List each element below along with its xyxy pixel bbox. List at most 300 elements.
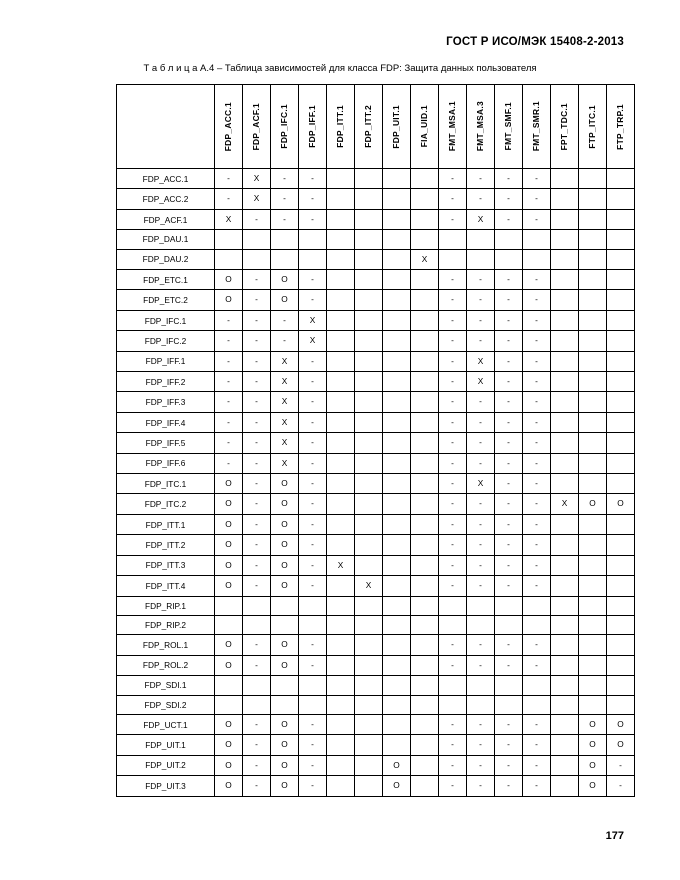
table-cell <box>607 290 635 310</box>
cell-value: - <box>311 173 314 183</box>
cell-value: O <box>617 739 624 750</box>
table-cell <box>607 392 635 412</box>
cell-value: - <box>227 355 230 366</box>
table-cell <box>355 249 383 269</box>
table-cell <box>383 169 411 189</box>
cell-value: O <box>589 759 596 770</box>
row-header-label: FDP_DAU.2 <box>117 249 215 269</box>
table-cell <box>411 494 439 514</box>
cell-value: - <box>255 539 258 550</box>
table-cell <box>411 514 439 534</box>
table-cell <box>551 230 579 249</box>
row-header-label: FDP_SDI.1 <box>117 676 215 695</box>
table-cell <box>411 655 439 675</box>
cell-value: O <box>281 539 288 550</box>
table-cell <box>439 514 467 534</box>
column-header-label: FDP_ACC.1 <box>223 101 234 152</box>
cell-value: - <box>255 437 258 448</box>
table-cell <box>215 209 243 229</box>
table-cell <box>327 494 355 514</box>
table-cell <box>243 596 271 615</box>
table-cell <box>243 169 271 189</box>
table-cell <box>551 576 579 596</box>
table-cell <box>271 655 299 675</box>
table-cell <box>411 270 439 290</box>
table-cell <box>215 735 243 755</box>
cell-value: X <box>477 213 484 224</box>
table-cell <box>271 635 299 655</box>
table-cell <box>355 514 383 534</box>
cell-value: O <box>225 780 232 791</box>
cell-value: - <box>255 396 258 407</box>
table-cell <box>495 494 523 514</box>
table-cell <box>551 453 579 473</box>
table-row <box>117 755 635 775</box>
table-cell <box>215 392 243 412</box>
cell-value: - <box>227 173 230 183</box>
table-cell <box>299 494 327 514</box>
table-cell <box>551 695 579 714</box>
table-cell <box>523 514 551 534</box>
table-cell <box>271 331 299 351</box>
cell-value: X <box>281 376 288 387</box>
table-cell <box>383 310 411 330</box>
table-cell <box>327 392 355 412</box>
table-cell <box>551 474 579 494</box>
table-cell <box>551 615 579 634</box>
table-cell <box>579 249 607 269</box>
table-cell <box>327 655 355 675</box>
cell-value: O <box>281 559 288 570</box>
cell-value: - <box>283 173 286 183</box>
table-cell <box>243 230 271 249</box>
cell-value: - <box>255 518 258 529</box>
table-cell <box>355 755 383 775</box>
table-cell <box>411 453 439 473</box>
column-header-label: FDP_UIT.1 <box>391 104 402 149</box>
cell-value: - <box>535 294 538 305</box>
row-header-label: FDP_IFF.4 <box>117 412 215 432</box>
table-cell <box>551 514 579 534</box>
table-cell <box>383 453 411 473</box>
table-cell <box>467 351 495 371</box>
table-cell <box>271 514 299 534</box>
table-cell <box>523 372 551 392</box>
table-cell <box>383 209 411 229</box>
table-cell <box>383 249 411 269</box>
table-cell <box>411 310 439 330</box>
cell-value: - <box>451 213 454 224</box>
table-cell <box>299 596 327 615</box>
table-cell <box>495 635 523 655</box>
cell-value: - <box>479 193 482 204</box>
table-row <box>117 189 635 209</box>
table-cell <box>411 576 439 596</box>
cell-value: O <box>225 659 232 670</box>
table-cell <box>439 209 467 229</box>
table-cell <box>355 615 383 634</box>
table-cell <box>439 776 467 796</box>
table-cell <box>327 331 355 351</box>
cell-value: - <box>451 193 454 204</box>
table-cell <box>439 735 467 755</box>
table-row <box>117 230 635 249</box>
table-cell <box>551 676 579 695</box>
cell-value: O <box>225 518 232 529</box>
column-header-label: FDP_ITT.1 <box>335 105 346 148</box>
table-cell <box>439 596 467 615</box>
table-cell <box>327 596 355 615</box>
cell-value: - <box>507 478 510 489</box>
cell-value: - <box>255 416 258 427</box>
table-cell <box>383 189 411 209</box>
table-cell <box>551 555 579 575</box>
cell-value: - <box>255 659 258 670</box>
table-cell <box>215 270 243 290</box>
table-cell <box>299 351 327 371</box>
table-corner-cell <box>117 85 215 169</box>
cell-value: - <box>507 639 510 650</box>
cell-value: O <box>393 759 400 770</box>
table-cell <box>327 535 355 555</box>
table-cell <box>439 695 467 714</box>
column-header-label: FMT_SMF.1 <box>503 102 514 151</box>
table-cell <box>439 310 467 330</box>
table-cell <box>299 230 327 249</box>
table-cell <box>495 372 523 392</box>
cell-value: - <box>311 193 314 204</box>
cell-value: - <box>507 416 510 427</box>
cell-value: - <box>227 376 230 387</box>
table-cell <box>579 372 607 392</box>
cell-value: - <box>227 193 230 204</box>
cell-value: - <box>479 739 482 750</box>
cell-value: - <box>479 294 482 305</box>
cell-value: O <box>281 639 288 650</box>
cell-value: - <box>451 173 454 183</box>
table-cell <box>551 755 579 775</box>
table-cell <box>215 695 243 714</box>
table-cell <box>271 555 299 575</box>
cell-value: O <box>589 739 596 750</box>
cell-value: - <box>255 335 258 346</box>
cell-value: - <box>451 457 454 468</box>
table-cell <box>607 169 635 189</box>
table-cell <box>299 331 327 351</box>
cell-value: - <box>255 213 258 224</box>
cell-value: O <box>589 780 596 791</box>
cell-value: - <box>451 759 454 770</box>
cell-value: - <box>255 718 258 729</box>
table-cell <box>271 494 299 514</box>
cell-value: X <box>281 437 288 448</box>
table-cell <box>551 310 579 330</box>
cell-value: - <box>507 193 510 204</box>
table-cell <box>299 635 327 655</box>
cell-value: - <box>507 437 510 448</box>
row-header-label: FDP_IFF.6 <box>117 453 215 473</box>
cell-value: - <box>479 539 482 550</box>
table-row <box>117 433 635 453</box>
table-cell <box>607 494 635 514</box>
table-cell <box>299 249 327 269</box>
cell-value: - <box>311 457 314 468</box>
table-cell <box>271 695 299 714</box>
cell-value: O <box>281 780 288 791</box>
cell-value: X <box>281 355 288 366</box>
table-cell <box>495 310 523 330</box>
cell-value: - <box>255 478 258 489</box>
table-cell <box>215 494 243 514</box>
row-header-label: FDP_UCT.1 <box>117 714 215 734</box>
table-cell <box>523 209 551 229</box>
table-cell <box>523 494 551 514</box>
table-cell <box>355 230 383 249</box>
table-cell <box>551 776 579 796</box>
table-cell <box>271 433 299 453</box>
table-cell <box>383 433 411 453</box>
table-cell <box>271 249 299 269</box>
table-cell <box>495 776 523 796</box>
table-cell <box>327 453 355 473</box>
cell-value: - <box>507 559 510 570</box>
table-cell <box>411 290 439 310</box>
table-cell <box>299 209 327 229</box>
table-cell <box>551 412 579 432</box>
cell-value: - <box>227 314 230 325</box>
table-cell <box>439 372 467 392</box>
column-header <box>607 85 635 169</box>
cell-value: O <box>225 759 232 770</box>
cell-value: - <box>451 376 454 387</box>
cell-value: O <box>281 518 288 529</box>
table-cell <box>383 372 411 392</box>
table-cell <box>439 249 467 269</box>
table-cell <box>467 494 495 514</box>
cell-value: - <box>451 314 454 325</box>
table-cell <box>495 453 523 473</box>
table-cell <box>327 676 355 695</box>
cell-value: - <box>479 580 482 591</box>
table-cell <box>215 372 243 392</box>
cell-value: - <box>311 376 314 387</box>
table-cell <box>271 776 299 796</box>
cell-value: O <box>225 498 232 509</box>
cell-value: O <box>589 718 596 729</box>
cell-value: - <box>451 559 454 570</box>
row-header-label: FDP_IFF.3 <box>117 392 215 412</box>
table-cell <box>523 474 551 494</box>
table-cell <box>243 392 271 412</box>
cell-value: X <box>309 335 316 346</box>
dependency-table <box>116 84 635 797</box>
table-cell <box>411 209 439 229</box>
table-cell <box>383 776 411 796</box>
cell-value: - <box>479 416 482 427</box>
column-header-label: FDP_ACF.1 <box>251 102 262 151</box>
table-cell <box>439 392 467 412</box>
table-cell <box>551 290 579 310</box>
table-cell <box>579 310 607 330</box>
cell-value: - <box>507 659 510 670</box>
table-cell <box>215 596 243 615</box>
table-cell <box>551 351 579 371</box>
cell-value: - <box>507 718 510 729</box>
cell-value: - <box>507 780 510 791</box>
cell-value: - <box>535 437 538 448</box>
cell-value: - <box>311 416 314 427</box>
table-cell <box>243 676 271 695</box>
table-cell <box>439 169 467 189</box>
cell-value: - <box>479 518 482 529</box>
table-cell <box>243 372 271 392</box>
table-cell <box>299 735 327 755</box>
table-cell <box>327 310 355 330</box>
table-cell <box>607 453 635 473</box>
table-cell <box>467 755 495 775</box>
table-cell <box>523 331 551 351</box>
cell-value: - <box>311 498 314 509</box>
cell-value: - <box>451 739 454 750</box>
table-cell <box>327 290 355 310</box>
table-cell <box>607 676 635 695</box>
table-cell <box>243 474 271 494</box>
column-header <box>327 85 355 169</box>
column-header <box>411 85 439 169</box>
cell-value: - <box>227 437 230 448</box>
table-cell <box>439 535 467 555</box>
table-cell <box>411 372 439 392</box>
table-cell <box>579 714 607 734</box>
cell-value: - <box>311 718 314 729</box>
cell-value: - <box>507 355 510 366</box>
table-cell <box>243 576 271 596</box>
cell-value: O <box>617 498 624 509</box>
table-cell <box>411 331 439 351</box>
table-cell <box>299 169 327 189</box>
cell-value: - <box>535 539 538 550</box>
table-cell <box>467 270 495 290</box>
table-cell <box>439 453 467 473</box>
table-cell <box>607 755 635 775</box>
table-cell <box>495 474 523 494</box>
table-cell <box>495 615 523 634</box>
table-cell <box>523 310 551 330</box>
table-cell <box>523 615 551 634</box>
cell-value: - <box>311 759 314 770</box>
cell-value: O <box>281 659 288 670</box>
table-row <box>117 655 635 675</box>
table-cell <box>327 576 355 596</box>
cell-value: O <box>281 478 288 489</box>
cell-value: - <box>311 659 314 670</box>
cell-value: - <box>507 213 510 224</box>
table-cell <box>467 433 495 453</box>
table-cell <box>495 596 523 615</box>
table-cell <box>215 433 243 453</box>
cell-value: X <box>477 376 484 387</box>
table-cell <box>215 615 243 634</box>
table-cell <box>523 290 551 310</box>
table-cell <box>299 412 327 432</box>
table-cell <box>467 776 495 796</box>
table-cell <box>607 714 635 734</box>
table-cell <box>551 714 579 734</box>
table-row <box>117 351 635 371</box>
table-cell <box>467 331 495 351</box>
cell-value: - <box>255 759 258 770</box>
column-header <box>243 85 271 169</box>
row-header-label: FDP_IFF.5 <box>117 433 215 453</box>
table-cell <box>383 290 411 310</box>
table-cell <box>467 735 495 755</box>
row-header-label: FDP_ROL.1 <box>117 635 215 655</box>
table-cell <box>411 776 439 796</box>
table-cell <box>495 230 523 249</box>
table-cell <box>607 474 635 494</box>
cell-value: - <box>507 274 510 285</box>
table-cell <box>439 494 467 514</box>
cell-value: X <box>253 193 260 204</box>
table-cell <box>355 474 383 494</box>
table-cell <box>467 412 495 432</box>
cell-value: O <box>225 478 232 489</box>
table-cell <box>523 714 551 734</box>
table-cell <box>607 351 635 371</box>
table-cell <box>215 453 243 473</box>
table-cell <box>355 310 383 330</box>
column-header <box>215 85 243 169</box>
column-header <box>523 85 551 169</box>
table-cell <box>495 433 523 453</box>
table-cell <box>271 714 299 734</box>
table-cell <box>271 392 299 412</box>
table-cell <box>271 676 299 695</box>
table-cell <box>495 270 523 290</box>
cell-value: O <box>281 759 288 770</box>
table-cell <box>607 270 635 290</box>
table-cell <box>215 676 243 695</box>
table-cell <box>327 615 355 634</box>
cell-value: X <box>337 559 344 570</box>
table-cell <box>467 249 495 269</box>
cell-value: O <box>617 718 624 729</box>
cell-value: O <box>281 274 288 285</box>
table-cell <box>579 655 607 675</box>
table-cell <box>299 372 327 392</box>
table-cell <box>551 494 579 514</box>
table-cell <box>579 412 607 432</box>
cell-value: - <box>479 780 482 791</box>
table-cell <box>495 392 523 412</box>
table-cell <box>355 412 383 432</box>
table-cell <box>327 695 355 714</box>
cell-value: - <box>451 639 454 650</box>
table-cell <box>579 514 607 534</box>
row-header-label: FDP_SDI.2 <box>117 695 215 714</box>
column-header <box>383 85 411 169</box>
cell-value: - <box>535 213 538 224</box>
cell-value: - <box>451 518 454 529</box>
cell-value: X <box>561 498 568 509</box>
table-cell <box>467 474 495 494</box>
table-cell <box>271 209 299 229</box>
column-header <box>299 85 327 169</box>
table-row <box>117 169 635 189</box>
table-cell <box>411 635 439 655</box>
cell-value: - <box>227 396 230 407</box>
table-cell <box>551 535 579 555</box>
